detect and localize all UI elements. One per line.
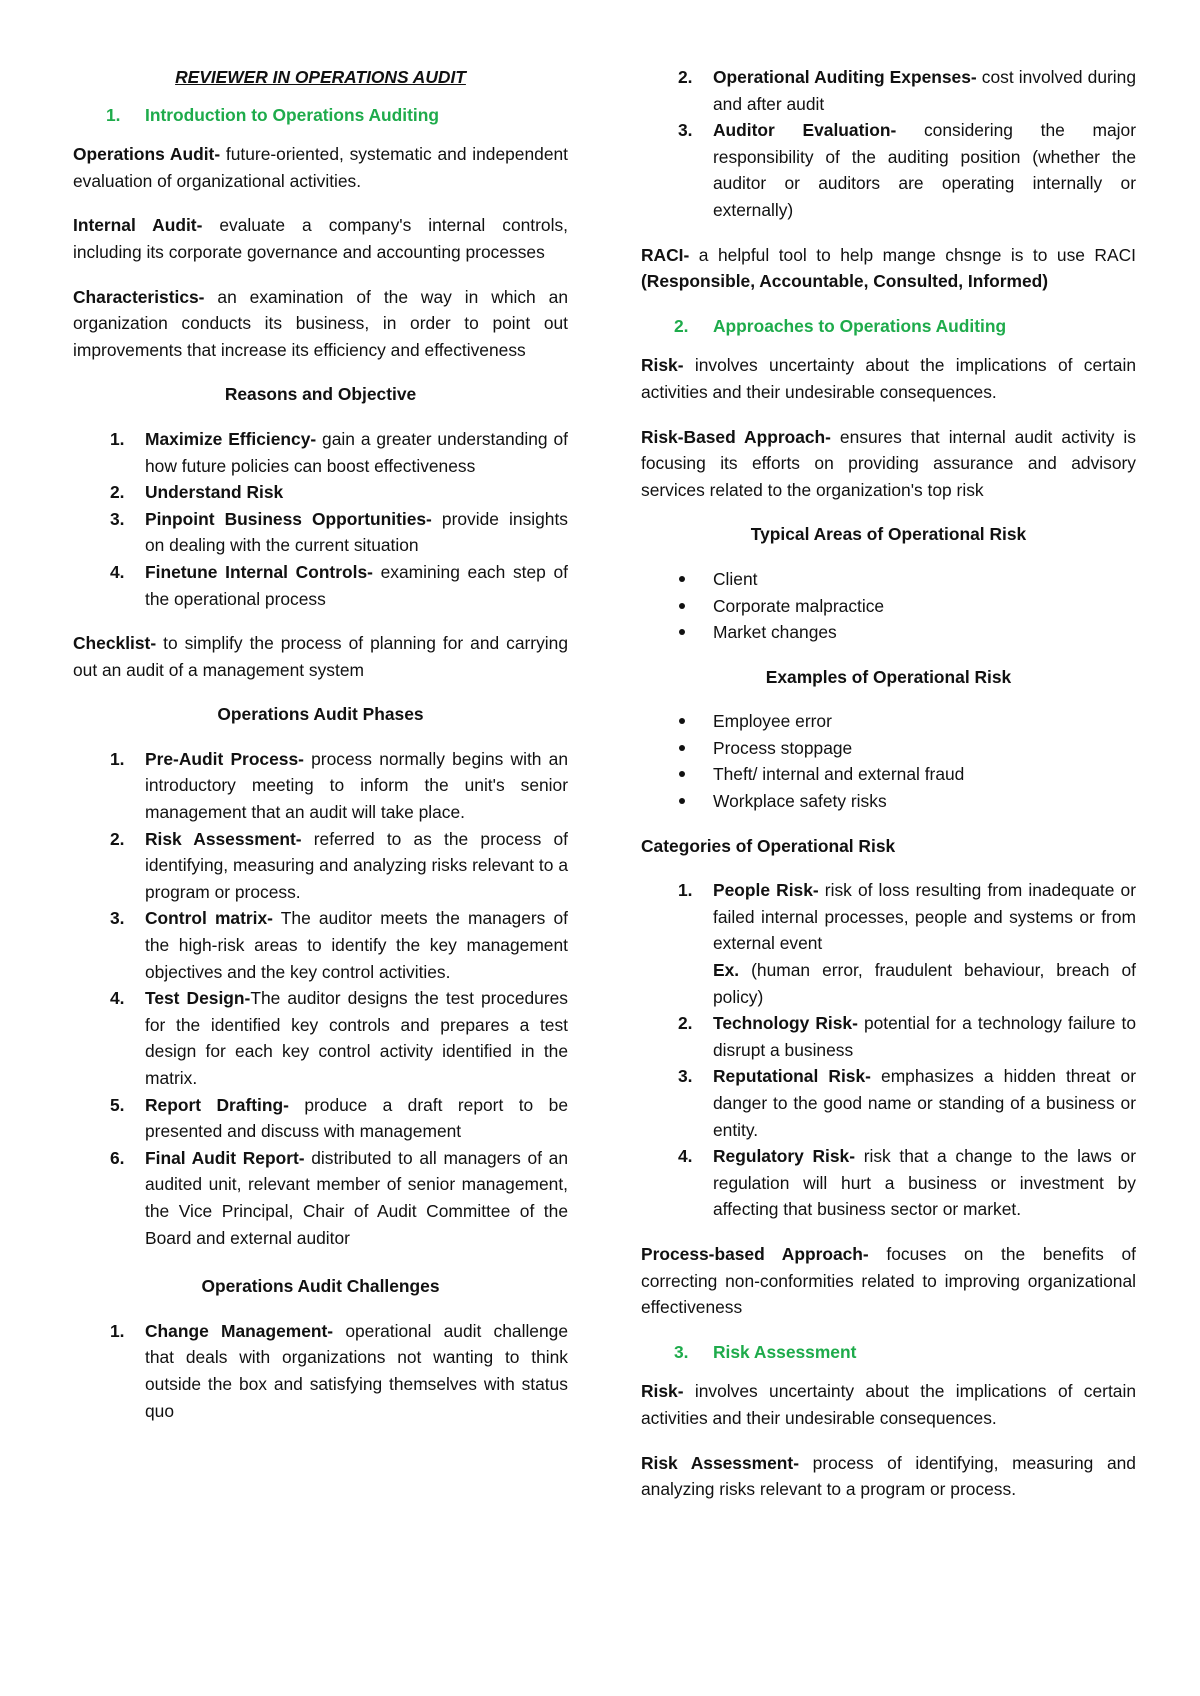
list-item: 2. Risk Assessment- referred to as the process of identifying, measuring and analyzing risks relevant to a program or process.: [110, 828, 569, 902]
list-item: 3. Auditor Evaluation- considering the major responsibility of the auditing position (whether the auditor or auditors are operating internally or externally): [678, 120, 1136, 220]
list-item: Employee error: [641, 708, 1136, 735]
list-item: 3. Control matrix- The auditor meets the managers of the high-risk areas to identify the key management objectives and the key control activities.: [110, 908, 568, 982]
list-item: 1. Change Management- operational audit challenge that deals with organizations not wanting to think outside the box and satisfying themselves with status quo: [110, 1320, 568, 1421]
list-item: 1. Pre-Audit Process- process normally begins with an introductory meeting to inform the unit's senior management that an audit will take place.: [110, 748, 568, 823]
right-column: [641, 64, 1136, 1521]
bullet-icon: [679, 576, 685, 582]
list-item: Theft/ internal and external fraud: [641, 761, 1136, 788]
challenges-list-part1: [73, 1318, 568, 1424]
list-item: 3. Pinpoint Business Opportunities- provide insights on dealing with the current situation: [110, 508, 568, 556]
bullet-icon: [679, 718, 685, 724]
examples-list: [641, 708, 1136, 814]
phases-list: [73, 746, 568, 1251]
list-item: Workplace safety risks: [641, 788, 1136, 815]
bullet-icon: [679, 603, 685, 609]
definition-risk-based-approach: Risk-Based Approach- ensures that internal audit activity is focusing its efforts on providing assurance and advisory services related to the organization's top risk: [641, 426, 1136, 500]
reasons-heading: Reasons and Objective: [224, 384, 417, 405]
list-item: 4. Test Design-The auditor designs the test procedures for the identified key controls and prepares a test design for each key control activity identified in the matrix.: [110, 988, 569, 1088]
phases-heading: Operations Audit Phases: [217, 704, 424, 725]
definition-process-based-approach: Process-based Approach- focuses on the benefits of correcting non-conformities related to improving organizational effectiveness: [641, 1243, 1136, 1318]
list-item: 2. Technology Risk- potential for a technology failure to disrupt a business: [678, 1013, 1136, 1060]
definition-risk: Risk- involves uncertainty about the implications of certain activities and their undesirable consequences.: [641, 355, 1136, 402]
categories-list: [641, 877, 1136, 1223]
section-heading-2: 2. Approaches to Operations Auditing: [674, 315, 1007, 336]
typical-areas-heading: Typical Areas of Operational Risk: [750, 524, 1027, 545]
list-item: 1. Maximize Efficiency- gain a greater understanding of how future policies can boost effectiveness: [110, 428, 569, 476]
section-heading-1: 1. Introduction to Operations Auditing: [106, 104, 439, 125]
list-item: 5. Report Drafting- produce a draft report to be presented and discuss with management: [110, 1094, 568, 1142]
bullet-icon: [679, 629, 685, 635]
definition-checklist: Checklist- to simplify the process of planning for and carrying out an audit of a management system: [73, 633, 568, 680]
categories-heading: Categories of Operational Risk: [641, 835, 896, 856]
challenges-list-part2: [641, 64, 1136, 224]
section-heading-3: 3. Risk Assessment: [674, 1341, 857, 1362]
bullet-icon: [679, 771, 685, 777]
typical-areas-list: [641, 566, 1136, 646]
list-item: Client: [641, 566, 1136, 593]
definition-risk-2: Risk- involves uncertainty about the implications of certain activities and their undesirable consequences.: [641, 1381, 1136, 1428]
list-item: 6. Final Audit Report- distributed to all managers of an audited unit, relevant member of senior management, the Vice Principal, Chair of Audit Committee of the Board and external auditor: [110, 1147, 568, 1248]
list-item: Corporate malpractice: [641, 593, 1136, 620]
challenges-heading: Operations Audit Challenges: [201, 1276, 440, 1297]
list-item: 4. Finetune Internal Controls- examining each step of the operational process: [110, 561, 568, 609]
definition-raci: RACI- a helpful tool to help mange chsnge is to use RACI (Responsible, Accountable, Consulted, Informed): [641, 244, 1136, 292]
list-item: 1. People Risk- risk of loss resulting from inadequate or failed internal processes, people and systems or from external event Ex. (human error, fraudulent behaviour, breach of policy): [678, 880, 1136, 1007]
list-item: Process stoppage: [641, 735, 1136, 762]
left-column: [73, 64, 568, 1442]
list-item: 4. Regulatory Risk- risk that a change to the laws or regulation will hurt a business or investment by affecting that business sector or market.: [678, 1146, 1136, 1220]
reasons-list: [73, 426, 568, 612]
definition-operations-audit: Operations Audit- future-oriented, systematic and independent evaluation of organizational activities.: [73, 144, 568, 191]
list-item: 2. Operational Auditing Expenses- cost involved during and after audit: [678, 67, 1136, 114]
definition-risk-assessment: Risk Assessment- process of identifying, measuring and analyzing risks relevant to a program or process.: [641, 1452, 1136, 1500]
examples-heading: Examples of Operational Risk: [765, 666, 1012, 687]
bullet-icon: [679, 798, 685, 804]
definition-internal-audit: Internal Audit- evaluate a company's internal controls, including its corporate governance and accounting processes: [73, 215, 568, 262]
list-item: 2. Understand Risk: [110, 482, 284, 503]
bullet-icon: [679, 745, 685, 751]
definition-characteristics: Characteristics- an examination of the way in which an organization conducts its business, in order to point out improvements that increase its efficiency and effectiveness: [73, 286, 568, 360]
list-item: Market changes: [641, 619, 1136, 646]
list-item: 3. Reputational Risk- emphasizes a hidden threat or danger to the good name or standing of a business or entity.: [678, 1066, 1136, 1140]
document-title: REVIEWER IN OPERATIONS AUDIT: [175, 67, 466, 87]
